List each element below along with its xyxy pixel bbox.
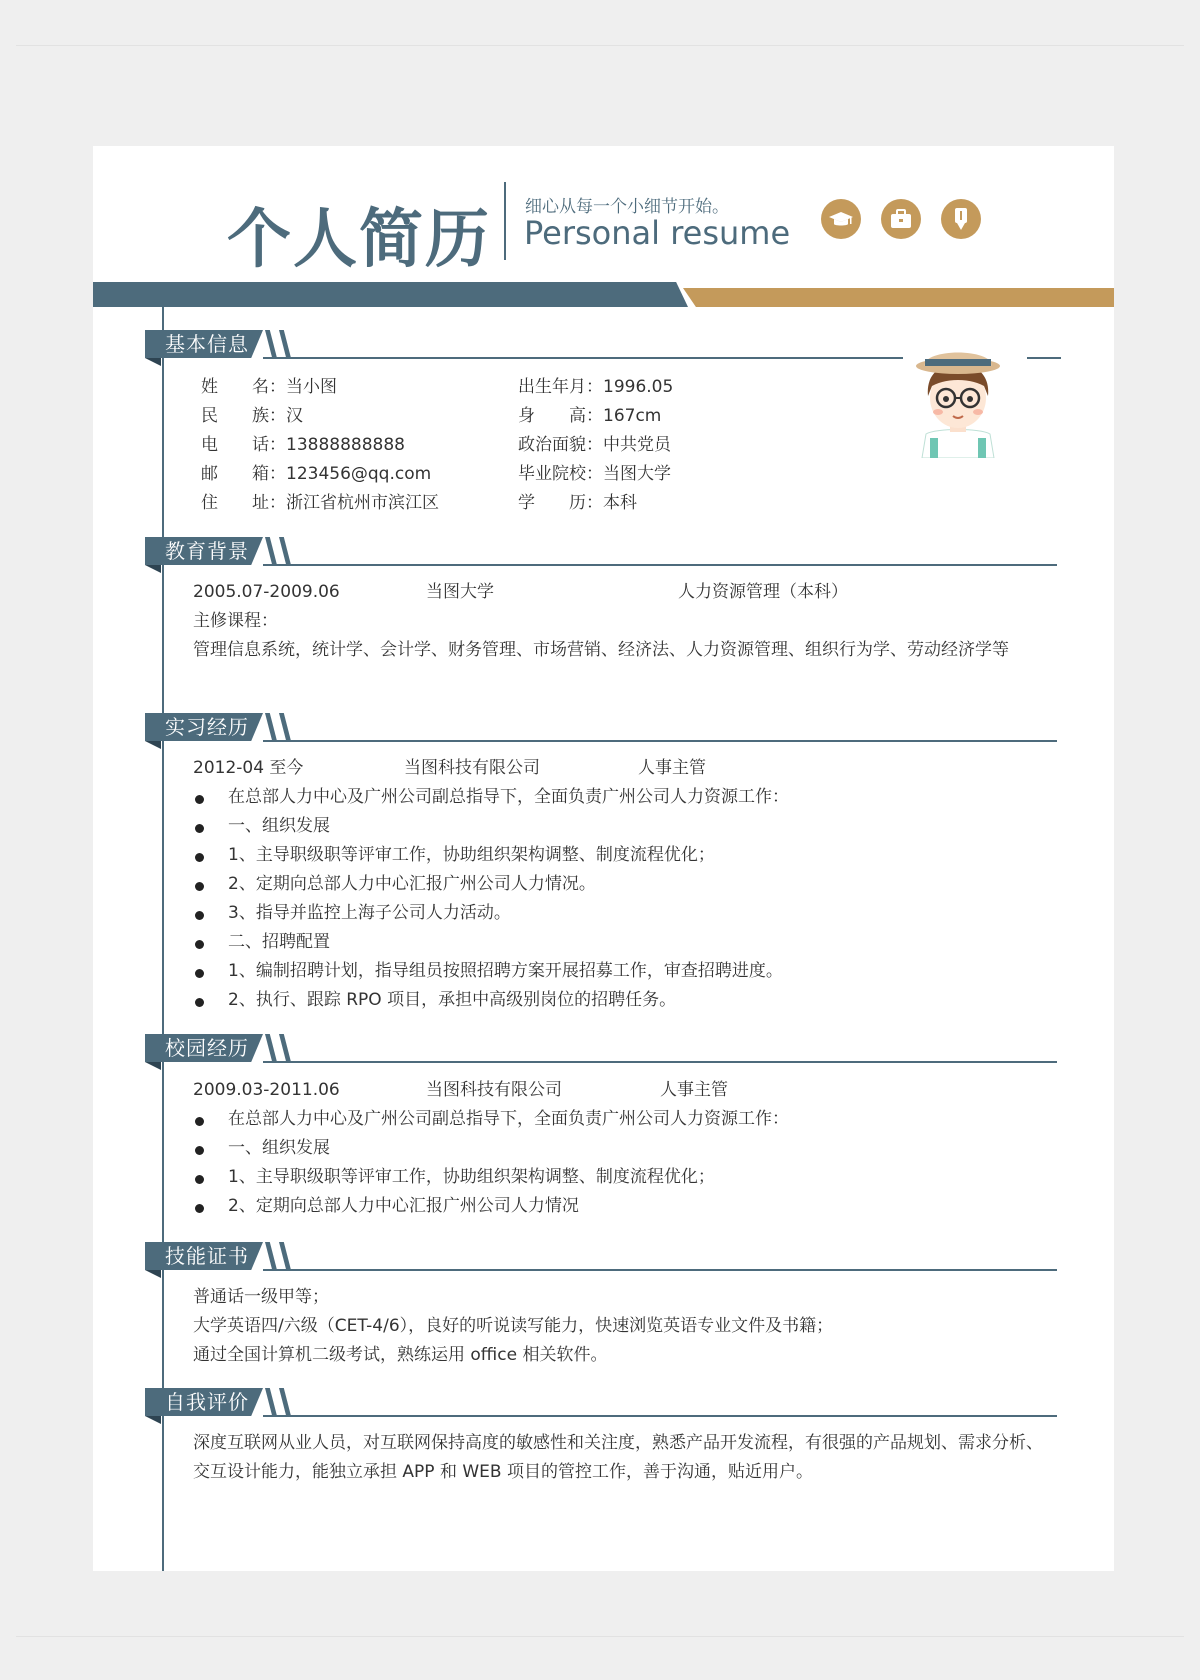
info-school: 毕业院校：当图大学 (518, 464, 671, 484)
section-title: 校园经历 (165, 1036, 249, 1060)
section-title: 教育背景 (165, 539, 249, 563)
section-education (145, 537, 1057, 567)
header-icons (821, 199, 981, 239)
education-courses-label: 主修课程： (193, 611, 278, 631)
section-self-eval (145, 1388, 1057, 1418)
section-stripe (265, 537, 277, 565)
campus-bullet: 在总部人力中心及广州公司副总指导下，全面负责广州公司人力资源工作： (228, 1109, 789, 1129)
education-school: 当图大学 (426, 582, 494, 602)
resume-title-en: Personal resume (524, 214, 791, 252)
section-title: 技能证书 (165, 1244, 249, 1268)
section-rule (263, 1061, 1057, 1063)
section-stripe (279, 537, 291, 565)
resume-title-cn: 个人简历 (227, 203, 491, 277)
section-fold (145, 741, 161, 749)
title-separator (504, 182, 506, 260)
section-stripe (279, 713, 291, 741)
top-divider (16, 45, 1184, 46)
section-stripe (279, 1242, 291, 1270)
section-fold (145, 565, 161, 573)
info-address: 住 址：浙江省杭州市滨江区 (201, 493, 439, 513)
internship-bullet: 2、执行、跟踪 RPO 项目，承担中高级别岗位的招聘任务。 (228, 990, 677, 1010)
section-title: 实习经历 (165, 715, 249, 739)
section-fold (145, 1270, 161, 1278)
campus-bullet: 1、主导职级职等评审工作，协助组织架构调整、制度流程优化； (228, 1167, 715, 1187)
campus-bullet: 2、定期向总部人力中心汇报广州公司人力情况 (228, 1196, 579, 1216)
info-email: 邮 箱：123456@qq.com (201, 464, 432, 484)
section-internship (145, 713, 1057, 743)
campus-period: 2009.03-2011.06 (193, 1080, 340, 1100)
section-stripe (279, 1034, 291, 1062)
section-stripe (265, 1388, 277, 1416)
section-rule (263, 1415, 1057, 1417)
campus-company: 当图科技有限公司 (426, 1080, 562, 1100)
section-stripe (265, 1242, 277, 1270)
section-title: 基本信息 (165, 332, 249, 356)
graduation-cap-icon (821, 199, 861, 239)
bullet-dot (195, 795, 204, 804)
campus-role: 人事主管 (660, 1080, 728, 1100)
internship-company: 当图科技有限公司 (404, 758, 540, 778)
bullet-dot (195, 940, 204, 949)
campus-bullet: 一、组织发展 (228, 1138, 330, 1158)
section-rule (263, 740, 1057, 742)
header-band-blue (93, 282, 688, 307)
info-height: 身 高：167cm (518, 406, 662, 426)
section-campus (145, 1034, 1057, 1064)
bullet-dot (195, 1146, 204, 1155)
bullet-dot (195, 1175, 204, 1184)
briefcase-icon (881, 199, 921, 239)
bullet-dot (195, 1204, 204, 1213)
skill-item: 普通话一级甲等； (193, 1287, 329, 1307)
bullet-dot (195, 969, 204, 978)
skill-item: 大学英语四/六级（CET-4/6），良好的听说读写能力，快速浏览英语专业文件及书籍； (193, 1316, 834, 1336)
bullet-dot (195, 998, 204, 1007)
section-title: 自我评价 (165, 1390, 249, 1414)
section-stripe (265, 713, 277, 741)
section-basic-info (145, 330, 1057, 360)
internship-bullet: 3、指导并监控上海子公司人力活动。 (228, 903, 511, 923)
internship-period: 2012-04 至今 (193, 758, 304, 778)
internship-bullet: 二、招聘配置 (228, 932, 330, 952)
info-degree: 学 历：本科 (518, 493, 637, 513)
info-ethnicity: 民 族：汉 (201, 406, 303, 426)
section-rule (263, 357, 903, 359)
section-stripe (279, 330, 291, 358)
section-stripe (279, 1388, 291, 1416)
section-stripe (265, 330, 277, 358)
info-phone: 电 话：13888888888 (201, 435, 405, 455)
resume-slogan: 细心从每一个小细节开始。 (525, 197, 729, 217)
internship-bullet: 1、主导职级职等评审工作，协助组织架构调整、制度流程优化； (228, 845, 715, 865)
section-fold (145, 1062, 161, 1070)
section-fold (145, 358, 161, 366)
section-rule-tail (1027, 357, 1061, 359)
bullet-dot (195, 1117, 204, 1126)
info-politics: 政治面貌：中共党员 (518, 435, 671, 455)
internship-bullet: 1、编制招聘计划，指导组员按照招聘方案开展招募工作，审查招聘进度。 (228, 961, 783, 981)
section-stripe (265, 1034, 277, 1062)
skill-item: 通过全国计算机二级考试，熟练运用 office 相关软件。 (193, 1345, 608, 1365)
bullet-dot (195, 853, 204, 862)
bullet-dot (195, 824, 204, 833)
info-birth: 出生年月：1996.05 (518, 377, 674, 397)
info-name: 姓 名：当小图 (201, 377, 337, 397)
resume-page (93, 146, 1114, 1571)
internship-role: 人事主管 (638, 758, 706, 778)
internship-bullet: 2、定期向总部人力中心汇报广州公司人力情况。 (228, 874, 596, 894)
self-eval-line: 深度互联网从业人员，对互联网保持高度的敏感性和关注度，熟悉产品开发流程，有很强的产品规划、需求分析、 (193, 1433, 1043, 1453)
section-fold (145, 1416, 161, 1424)
education-major: 人力资源管理（本科） (678, 582, 848, 602)
section-rule (263, 1269, 1057, 1271)
bullet-dot (195, 882, 204, 891)
internship-bullet: 一、组织发展 (228, 816, 330, 836)
education-period: 2005.07-2009.06 (193, 582, 340, 602)
section-rule (263, 564, 1057, 566)
self-eval-line: 交互设计能力，能独立承担 APP 和 WEB 项目的管控工作，善于沟通，贴近用户。 (193, 1462, 813, 1482)
internship-bullet: 在总部人力中心及广州公司副总指导下，全面负责广州公司人力资源工作： (228, 787, 789, 807)
header-band-gold (683, 288, 1114, 307)
timeline-line (162, 307, 164, 1571)
bullet-dot (195, 911, 204, 920)
section-skills (145, 1242, 1057, 1272)
education-courses: 管理信息系统，统计学、会计学、财务管理、市场营销、经济法、人力资源管理、组织行为学、劳动经济学等 (193, 640, 1009, 660)
bottom-divider (16, 1636, 1184, 1637)
pen-icon (941, 199, 981, 239)
